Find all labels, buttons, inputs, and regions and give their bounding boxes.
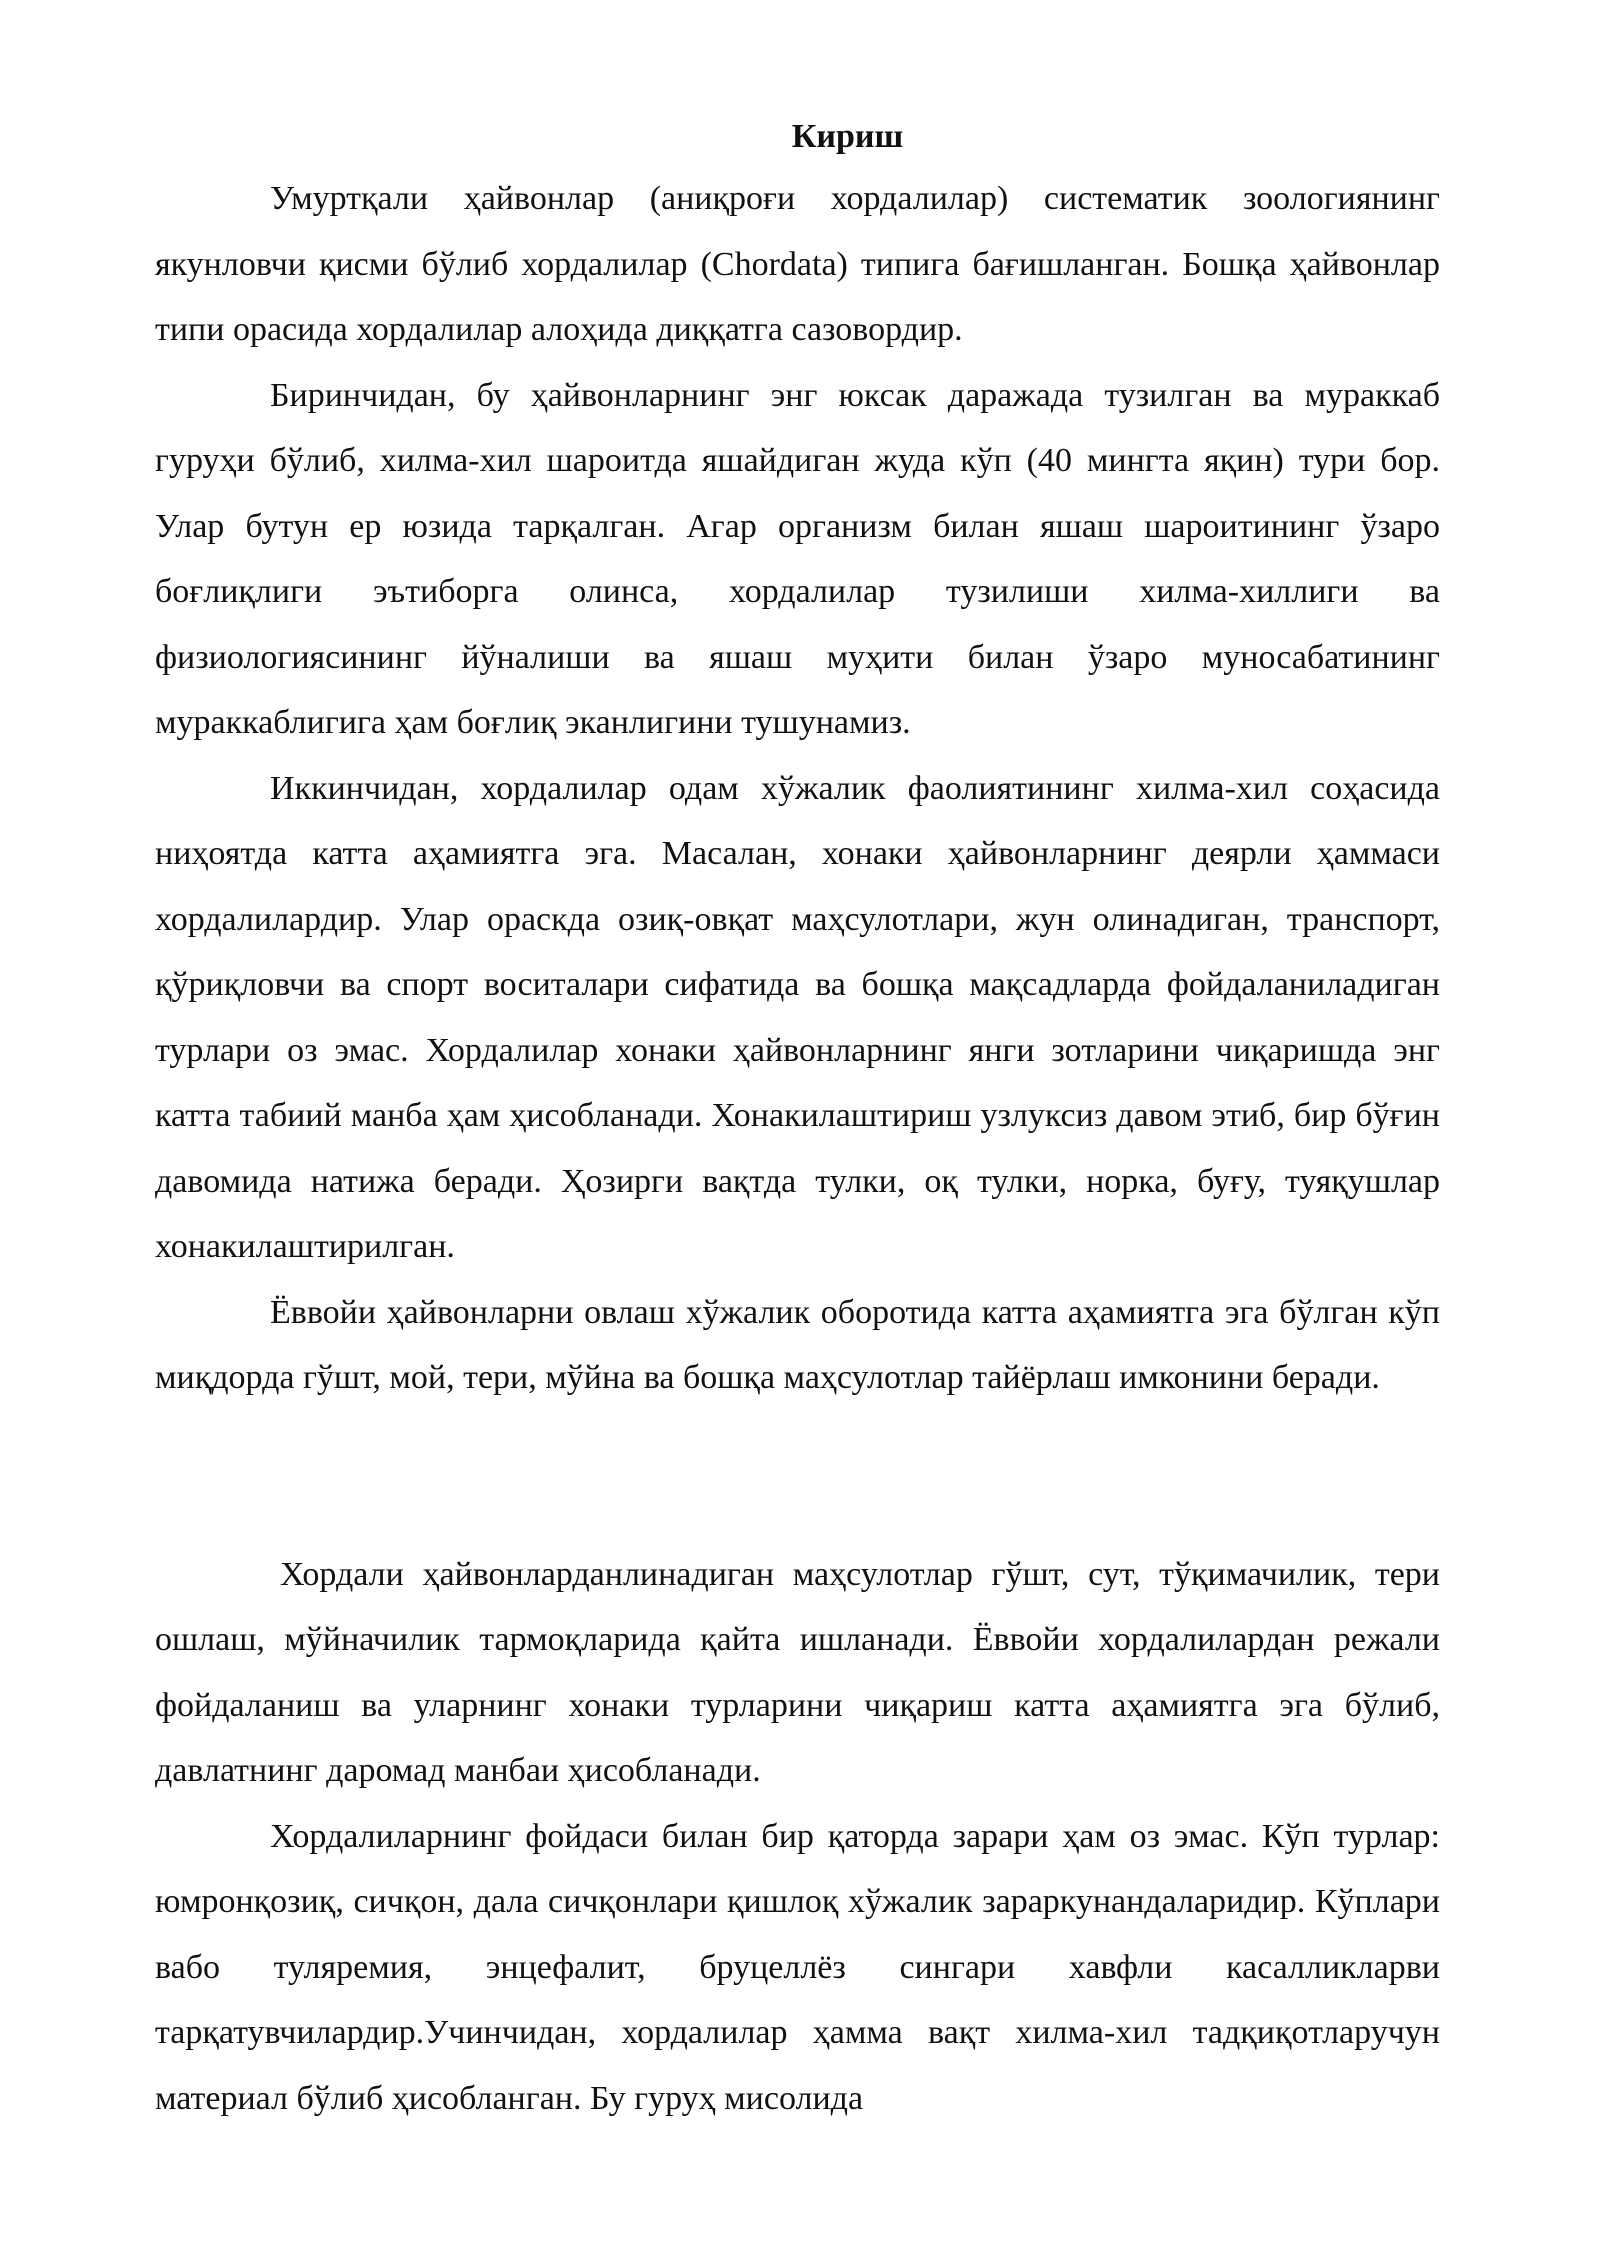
paragraph-spacer (155, 1411, 1440, 1542)
paragraph-5: Хордали ҳайвонларданлинадиган маҳсулотлар гўшт, сут, тўқимачилик, тери ошлаш, мўйначилик тармоқларида қайта ишланади. Ёввойи хордалилардан режали фойдаланиш ва уларнинг хонаки турларини чиқариш катта аҳамиятга эга бўлиб, давлатнинг даромад манбаи ҳисобланади. (155, 1555, 1440, 1789)
page-title: Кириш (791, 118, 904, 155)
paragraph-3: Иккинчидан, хордалилар одам хўжалик фаолиятининг хилма-хил соҳасида ниҳоятда катта аҳамиятга эга. Масалан, хонаки ҳайвонларнинг деярли ҳаммаси хордалилардир. Улар ораскда озиқ-овқат маҳсулотлари, жун олинадиган, транспорт, қўриқловчи ва спорт воситалари сифатида ва бошқа мақсадларда фойдаланиладиган турлари оз эмас. Хордалилар хонаки ҳайвонларнинг янги зотларини чиқаришда энг катта табиий манба ҳам ҳисобланади. Хонакилаштириш узлуксиз давом этиб, бир бўғин давомида натижа беради. Ҳозирги вақтда тулки, оқ тулки, норка, буғу, туяқушлар хонакилаштирилган. (155, 769, 1440, 1265)
paragraph-2: Биринчидан, бу ҳайвонларнинг энг юксак даражада тузилган ва мураккаб гуруҳи бўлиб, хилма-хил шароитда яшайдиган жуда кўп (40 мингта яқин) тури бор. Улар бутун ер юзида тарқалган. Агар организм билан яшаш шароитининг ўзаро боғлиқлиги эътиборга олинса, хордалилар тузилиши хилма-хиллиги ва физиологиясининг йўналиши ва яшаш муҳити билан ўзаро муносабатининг мураккаблигига ҳам боғлиқ эканлигини тушунамиз. (155, 376, 1440, 741)
paragraph-1: Умуртқали ҳайвонлар (аниқроғи хордалилар) систематик зоологиянинг якунловчи қисми бўлиб хордалилар (Chordata) типига бағишланган. Бошқа ҳайвонлар типи орасида хордалилар алоҳида диққатга сазовордир. (155, 180, 1440, 348)
paragraph-6: Хордалиларнинг фойдаси билан бир қаторда зарари ҳам оз эмас. Кўп турлар: юмронқозиқ, сичқон, дала сичқонлари қишлоқ хўжалик зараркунандаларидир. Кўплари вабо туляремия, энцефалит, бруцеллёз сингари хавфли касалликларви тарқатувчилардир.Учинчидан, хордалилар ҳамма вақт хилма-хил тадқиқотларучун материал бўлиб ҳисобланган. Бу гуруҳ мисолида (155, 1817, 1440, 2117)
paragraph-4: Ёввойи ҳайвонларни овлаш хўжалик оборотида катта аҳамиятга эга бўлган кўп миқдорда гўшт, мой, тери, мўйна ва бошқа маҳсулотлар тайёрлаш имконини беради. (155, 1293, 1440, 1396)
document-page (155, 112, 1440, 2131)
